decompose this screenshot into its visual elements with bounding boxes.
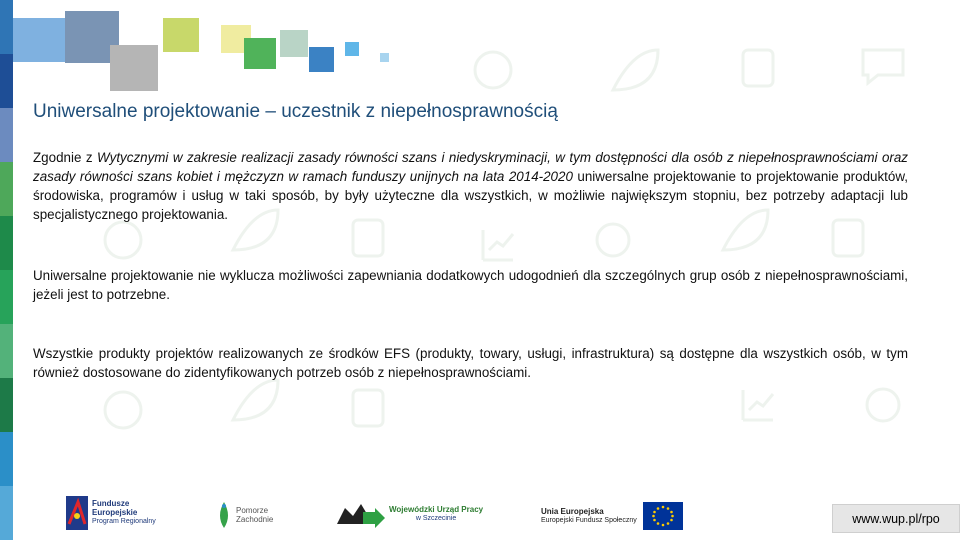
pomorze-logo-text: Pomorze Zachodnie [236, 506, 274, 524]
fundusze-europejskie-logo [66, 496, 156, 530]
strip-segment [0, 162, 13, 216]
wup-logo-text: Wojewódzki Urząd Pracy w Szczecinie [389, 504, 484, 522]
paragraph-accommodations: Uniwersalne projektowanie nie wyklucza możliwości zapewniania dodatkowych udogodnień dla szczególnych grup osób z niepełnosprawnościami, jeżeli jest to potrzebne. [33, 268, 908, 302]
pomorze-zachodnie-logo [215, 500, 273, 530]
side-color-strip [0, 0, 13, 540]
background-icon-pattern [13, 0, 960, 500]
website-url[interactable]: www.wup.pl/rpo [832, 504, 960, 533]
strip-segment [0, 432, 13, 486]
bus-icon [353, 220, 383, 256]
paragraph-efs-products: Wszystkie produkty projektów realizowanych ze środków EFS (produkty, towary, usługi, infrastruktura) są dostępne dla wszystkich osób, w tym również dostosowane do zidentyfikowanych potrzeb osób z niepełnosprawnościami. [33, 346, 908, 380]
wup-emblem-icon [337, 500, 385, 528]
strip-segment [0, 216, 13, 270]
bus-icon [833, 220, 863, 256]
paragraph-text: uniwersalne projektowanie to projektowanie produktów, środowiska, programów i usług w taki sposób, by były użyteczne dla wszystkich, w możliwie największym stopniu, bez potrzeby adaptacji lub specjalistycznego projektowania. [33, 169, 908, 222]
paragraph-definition [33, 148, 908, 224]
strip-segment [0, 270, 13, 324]
unia-europejska-logo [541, 502, 683, 530]
chart-icon [483, 230, 513, 260]
atom-icon [597, 224, 629, 256]
strip-segment [0, 324, 13, 378]
bus-icon [743, 50, 773, 86]
chat-icon [863, 50, 903, 83]
atom-icon [867, 389, 899, 421]
bus-icon [353, 390, 383, 426]
gear-icon [105, 222, 141, 258]
wup-logo [337, 500, 483, 528]
chart-icon [743, 390, 773, 420]
pomorze-emblem-icon [215, 500, 233, 530]
leaf-icon [613, 50, 658, 90]
ue-logo-text: Unia Europejska Europejski Fundusz Społeczny [541, 506, 637, 524]
eu-flag-icon [643, 502, 683, 530]
guidelines-reference: Wytycznymi w zakresie realizacji zasady równości szans i niedyskryminacji, w tym dostępności dla osób z niepełnosprawnościami oraz zasady równości szans kobiet i mężczyzn w ramach funduszy unijnych na lata 2014-2020 [33, 150, 908, 184]
strip-segment [0, 54, 13, 108]
gear-icon [475, 52, 511, 88]
strip-segment [0, 0, 13, 54]
footer-logos [0, 492, 960, 540]
gear-icon [105, 392, 141, 428]
fe-emblem-icon [66, 496, 88, 530]
paragraph-text: Zgodnie z [33, 150, 97, 165]
strip-segment [0, 378, 13, 432]
slide-title: Uniwersalne projektowanie – uczestnik z niepełnosprawnością [33, 101, 558, 122]
leaf-icon [233, 380, 278, 420]
fe-logo-text: Fundusze Europejskie Program Regionalny [92, 499, 156, 525]
strip-segment [0, 108, 13, 162]
